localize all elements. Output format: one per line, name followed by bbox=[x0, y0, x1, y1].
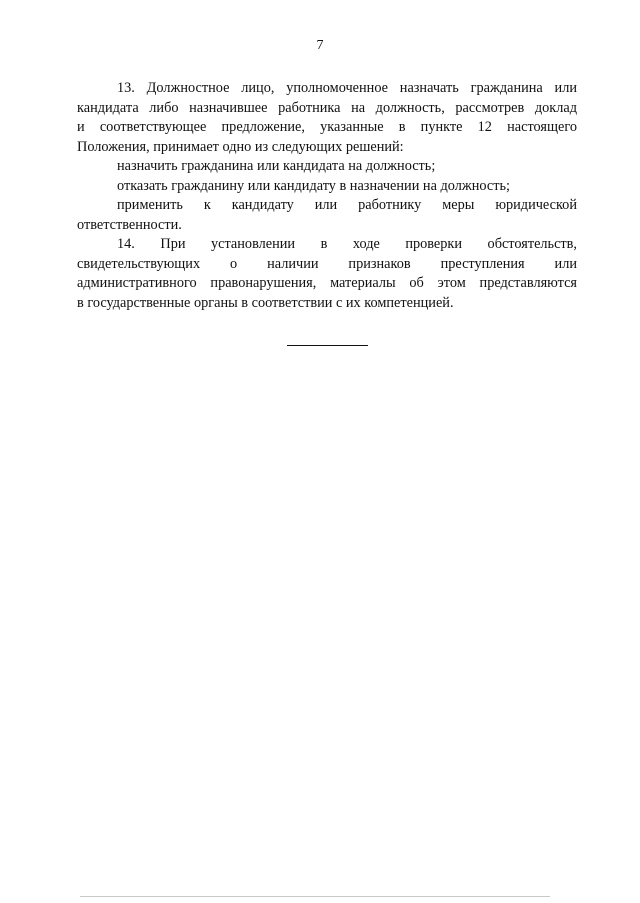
paragraph-14-line-3: административного правонарушения, материалы об этом представляются bbox=[77, 275, 577, 291]
paragraph-14-line-2: свидетельствующих о наличии признаков преступления или bbox=[77, 255, 577, 272]
decision-option-refuse: отказать гражданину или кандидату в назначении на должность; bbox=[117, 177, 510, 194]
paragraph-13-line-3: и соответствующее предложение, указанные в пункте 12 настоящего bbox=[77, 119, 577, 135]
paragraph-14-line-1: 14. При установлении в ходе проверки обстоятельств, bbox=[117, 236, 577, 252]
paragraph-13-line-4: Положения, принимает одно из следующих решений: bbox=[77, 138, 404, 155]
paragraph-14-line-4: в государственные органы в соответствии с их компетенцией. bbox=[77, 294, 454, 311]
decision-option-liability-line-1: применить к кандидату или работнику меры юридической bbox=[117, 197, 577, 213]
scan-edge-line bbox=[80, 896, 550, 897]
paragraph-13-line-1: 13. Должностное лицо, уполномоченное назначать гражданина или bbox=[117, 80, 577, 96]
closing-divider bbox=[287, 345, 368, 346]
paragraph-13-line-2: кандидата либо назначившее работника на должность, рассмотрев доклад bbox=[77, 99, 577, 116]
paragraph-13 bbox=[77, 79, 577, 157]
document-body bbox=[77, 79, 577, 313]
page-number: 7 bbox=[316, 38, 324, 53]
paragraph-14 bbox=[77, 235, 577, 313]
decision-option-liability-line-2: ответственности. bbox=[77, 216, 182, 233]
decision-options bbox=[77, 157, 577, 235]
decision-option-appoint: назначить гражданина или кандидата на должность; bbox=[117, 158, 436, 174]
